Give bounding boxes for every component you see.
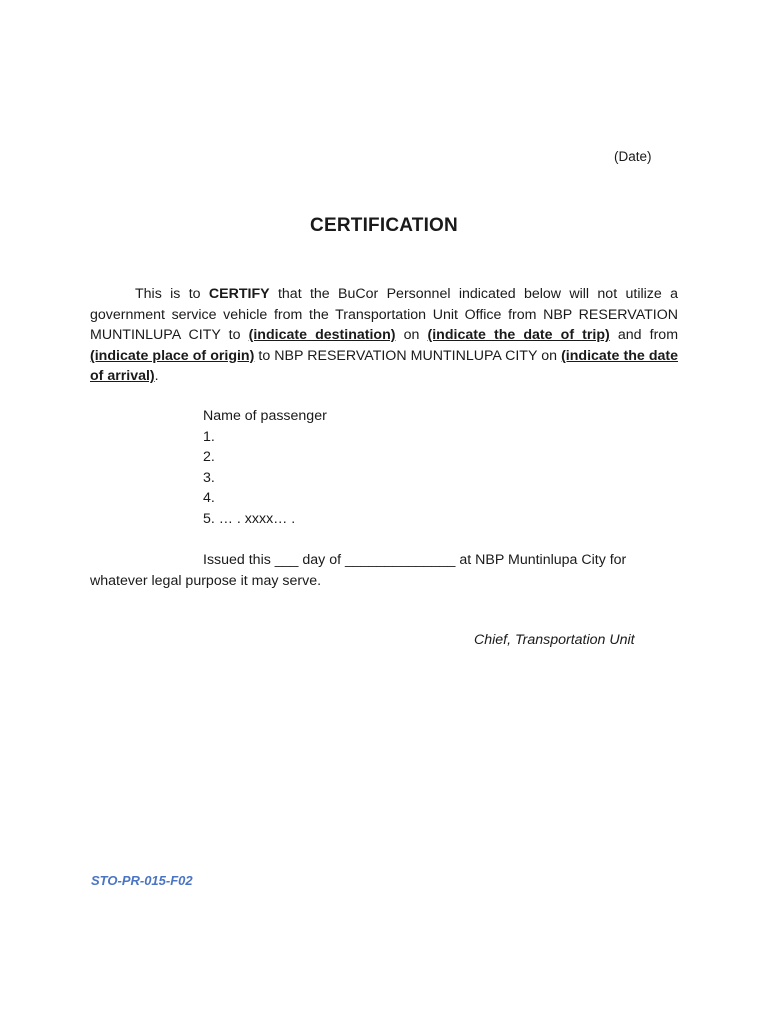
body-text-3: on: [395, 327, 428, 344]
passenger-item: 4.: [203, 490, 215, 507]
passenger-item: 2.: [203, 449, 215, 466]
passenger-list: [203, 406, 327, 530]
passenger-item: 3.: [203, 469, 215, 486]
body-text-2: that the BuCor Personnel indicated below will not utilize a government service vehicle from the Transportation Unit Office from NBP RESERVATION MUNTINLUPA CITY to: [90, 286, 678, 344]
passenger-item: 5. … . xxxx… .: [203, 510, 296, 527]
arrival-date-placeholder: (indicate the date of arrival): [90, 347, 678, 385]
origin-placeholder: (indicate place of origin): [90, 347, 255, 364]
body-text-6: .: [154, 368, 159, 385]
destination-placeholder: (indicate destination): [248, 327, 396, 344]
body-text-4: and from: [609, 327, 679, 344]
body-text-1: This is to: [135, 286, 209, 302]
document-title: CERTIFICATION: [310, 215, 458, 236]
signatory-title: Chief, Transportation Unit: [474, 632, 635, 648]
trip-date-placeholder: (indicate the date of trip): [427, 327, 610, 344]
passenger-heading: Name of passenger: [203, 408, 327, 424]
date-placeholder: (Date): [614, 149, 652, 164]
issued-statement: Issued this ___ day of ______________ at NBP Muntinlupa City for whatever legal purpose it may serve.: [90, 552, 627, 589]
certification-paragraph: [90, 284, 678, 387]
passenger-item: 1.: [203, 428, 215, 445]
form-code: STO-PR-015-F02: [91, 873, 193, 888]
body-text-5: to NBP RESERVATION MUNTINLUPA CITY on: [254, 347, 562, 364]
certify-keyword: CERTIFY: [208, 286, 270, 302]
